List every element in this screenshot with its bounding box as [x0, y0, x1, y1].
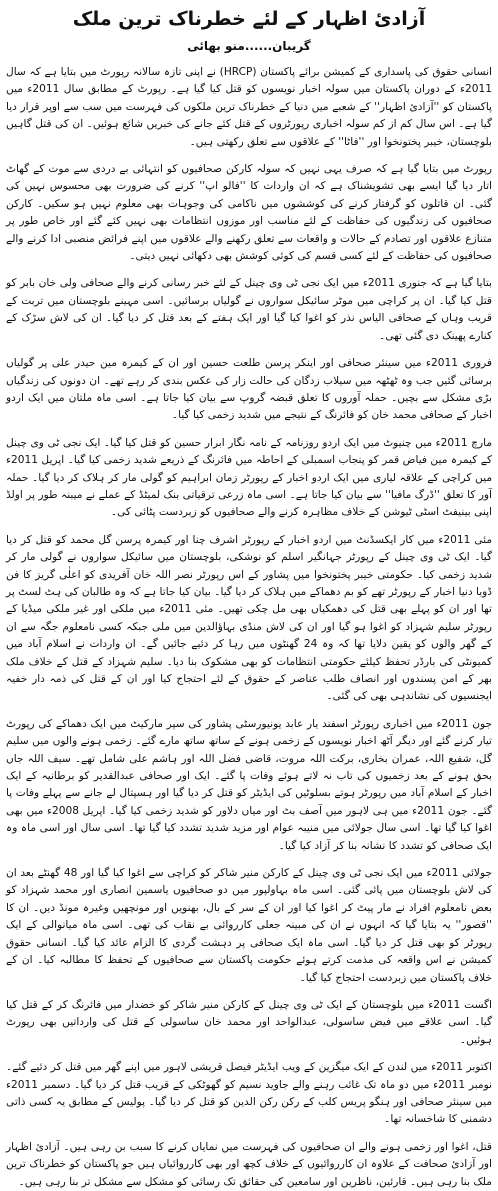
paragraph-7: جون 2011ء میں اخباری رپورٹر اسفند یار عابد یونیورسٹی پشاور کی سپر مارکیٹ میں ایک دھماکے کی رپورٹ تیار کرنے گئے اور دیگر آٹھ اخبار نویسوں کے زخمی ہونے کے ساتھ ساتھ مارے گئے۔ زخمی ہونے والوں میں سلیم گل، شفیع اللہ، عمران بخاری، برکت اللہ مروت، قاضی فضل اللہ اور ہاشم علی شامل تھے۔ سیف اللہ جاں بحق ہونے کے بعد زخمیوں کی تاب نہ لاتے ہوئے وفات پا گئے۔ ایک اور صحافی عبدالقدیر کو برطانیہ کے ایک اخبار کے اسلام آباد میں رپورٹر ہوتے بسلوٹیں کی ایڈیٹر کو قتل کر دیا گیا اور ہسپتال لے جانے سے پہلے وفات پا گئے۔ جون 2011ء میں ہی لاہور میں آصف بٹ اور میاں دلاور کو شدید زخمی کیا گیا۔ اپریل 2008ء میں بھی اغوا کیا گیا تھا۔ اسی سال جولائی میں منیبہ عوام اور مزید شدید تشدد کیا گیا تھا۔ اسی سال اور اسی ماہ وہ ایک صحافی کو تشدد کا نشانہ بنا کر آزاد کیا گیا۔	[6, 717, 493, 852]
paragraph-3: بتایا گیا ہے کہ جنوری 2011ء میں ایک نجی ٹی وی چینل کے لئے خبر رسانی کرنے والے صحافی ولی خان بابر کو قتل کیا گیا۔ ان پر کراچی میں موٹر سائیکل سواروں نے گولیاں برسائیں۔ اسی مہینے بلوچستان میں تربت کے قریب وہاں کے صحافی الیاس نذر کو اغوا کیا گیا اور ایک ہفتے کے بعد قتل کر دیا گیا۔ ان کی لاش سڑک کے کنارے پھینک دی گئی تھی۔	[6, 277, 492, 342]
paragraph-8: جولائی 2011ء میں ایک نجی ٹی وی چینل کے کارکن منیر شاکر کو کراچی سے اغوا کیا گیا اور 48 گھنٹے بعد ان کی لاش بلوچستان میں پائی گئی۔ اسی ماہ بہاولپور میں دو صحافیوں یاسمین انصاری اور محمد شہزاد کو بعض نامعلوم افراد نے مار پیٹ کر اغوا کیا اور ان کے سر کے بال، بھنویں اور مونچھیں وغیرہ مونڈ دیں۔ ان کا ''قصور'' یہ بتایا گیا کہ انہوں نے ان کی مبینہ جعلی کارروائی بے نقاب کی تھی۔ اسی ماہ میانوالی کے ایک رپورٹر کو بھی قتل کر دیا گیا۔ اسی ماہ ایک صحافی پر دہشت گردی کا الزام عائد کیا گیا۔ انسانی حقوق کمیشن نے اس واقعہ کی مذمت کرتے ہوئے حکومت پاکستان سے صحافیوں کے تحفظ کا مطالبہ کیا۔ ان کے خلاف پاکستان میں زبردست احتجاج کیا گیا۔	[6, 867, 492, 984]
paragraph-5: مارچ 2011ء میں چنیوٹ میں ایک اردو روزنامہ کے نامہ نگار ابرار حسین کو قتل کیا گیا۔ ایک نجی ٹی وی چینل کے کیمرہ مین فیاض قمر کو پنجاب اسمبلی کے احاطہ میں فائرنگ کے ذریعے شدید زخمی کیا گیا۔ اپریل 2011ء میں کراچی کے علاقہ لیاری میں ایک اردو اخبار کے رپورٹر زمان ابراہیم کو گولی مار کر ہلاک کر دیا گیا۔ حملہ آور کا تعلق ''ڈرگ مافیا'' سے بیان کیا جاتا ہے۔ اسی ماہ زرعی ترقیاتی بنک لمیٹڈ کے عملے نے میبنہ طور پر اولڈ اپنی بینیفٹ اسٹی ٹیوشن کے خلاف مظاہرہ کرنے والے صحافیوں کو زبردست پٹائی کی۔	[6, 436, 492, 519]
article-byline: گریبان......منو بھائی	[187, 39, 311, 53]
paragraph-10: اکتوبر 2011ء میں لندن کے ایک میگزین کے ویب ایڈیٹر فیصل قریشی لاہور میں اپنے گھر میں قتل کر دئیے گئے۔ نومبر 2011ء میں دو ماہ تک غائب رہنے والے جاوید نسیم کو گھوٹکی کے قریب قتل کر دیا گیا۔ دسمبر 2011ء میں سینئر صحافی اور ہنگو پریس کلب کے رکن رکن الدین کو قتل کر دیا گیا۔ پولیس کے مطابق یہ کسی ذاتی دشمنی کا شاخسانہ تھا۔	[6, 1061, 492, 1126]
paragraph-2: رپورٹ میں بتایا گیا ہے کہ صرف یہی نہیں کہ سولہ کارکن صحافیوں کو انتہائی بے دردی سے موت کے گھاٹ اتار دیا گیا ایسے بھی تشویشناک ہے کہ ان واردات کا ''فالو اپ'' کرنے کی ضرورت بھی محسوس نہیں کی گئی۔ ان قاتلوں کو گرفتار کرنے کی کوششوں میں ناکامی کی وجوہات بھی معلوم نہیں ہو سکیں۔ کارکن صحافیوں کی زندگیوں کی حفاظت کے لئے مناسب اور موزوں انتظامات بھی نہیں کئے گئے اور خاص طور پر متنازع علاقوں اور تصادم کے حالات و واقعات سے تعلق رکھنے والے علاقوں میں اپنے فرائض منصبی ادا کرنے والے صحافیوں کی حفاظت کے لئے کسی قسم کی کوئی کوشش بھی دکھائی نہیں دیتی۔	[6, 163, 492, 263]
article-body	[6, 64, 492, 1191]
paragraph-1: انسانی حقوق کی پاسداری کے کمیشن برائے پاکستان (HRCP) نے اپنی تازہ سالانہ رپورٹ میں بتایا ہے کہ سال 2011ء کے دوران پاکستان میں سولہ اخبار نویسوں کو قتل کیا گیا ہے۔ رپورٹ کے مطابق سال 2011ء میں پاکستان کو ''آزادیٔ اظہار'' کے شعبے میں دنیا کے خطرناک ترین ملکوں کی فہرست میں سب سے اوپر قرار دیا گیا ہے۔ اس سال کم از کم سولہ اخباری رپورٹروں کے قتل کئے جانے کی خبریں شائع ہوئیں۔ ان کی قتل گاہیں بلوچستان، خیبر پختونخوا اور ''فاٹا'' کے علاقوں سے تعلق رکھتی ہیں۔	[6, 66, 492, 148]
paragraph-6: مئی 2011ء میں کار ایکسڈنٹ میں اردو اخبار کے رپورٹر اشرف چنا اور کیمرہ پرسن گل محمد کو قتل کر دیا گیا۔ ایک ٹی وی چینل کے رپورٹر جہانگیر اسلم کو نوشکی، بلوچستان میں سائیکل سواروں نے گولی مار کر شدید زخمی کیا۔ حکومتی خیبر پختونخوا میں پشاور کے اس رپورٹر نصر اللہ خان آفریدی کو اعلٰی گریز کا فن ڈوبا دنیا اخبار کے رپورٹر تھے کو بم دھماکے میں ہلاک کر دیا گیا۔ بیان کیا جاتا ہے کہ وہ طالبان کی ہٹ لسٹ پر تھا اور ان کو پہلے بھی قتل کی دھمکیاں بھی مل چکی تھیں۔ مئی 2011ء میں ملکی اور غیر ملکی میڈیا کے رپورٹر سلیم شہزاد کو اغوا ہو گیا اور ان کی لاش منڈی بہاؤالدین میں ملی جبکہ کسی نامعلوم جگہ سے ان کے گھر والوں کو یقین دلایا تھا کہ وہ 24 گھنٹوں میں رہا کر دئیے جائیں گے۔ ان واردات نے اسلام آباد میں کمیونٹی کی بارڈر تحفظ کیلئے حکومتی انتظامات کو بھی مشکوک بنا دیا۔ سلیم شہزاد کے قتل کے خلاف ملک بھر کے امن پسندوں اور انصاف طلب عناصر کے حقوق کے لئے احتجاج کیا اور ان کے قتل کی ذمہ دار خفیہ ایجنسیوں کی نشاندہی بھی کی گئی۔	[6, 533, 492, 703]
paragraph-11: قتل، اغوا اور زخمی ہونے والے ان صحافیوں کی فہرست میں نمایاں کرنے کا سبب بن رہی ہیں۔ آزادیٔ اظہار اور آزادیٔ صحافت کے علاوہ ان کارروائیوں کے خلاف کچھ اور بھی کارروائیاں ہیں جو پاکستان کو خطرناک ترین ملک بنا رہی ہیں۔ قارئین، ناظرین اور سامعین کی حقائق تک رسائی کو مشکل سے مشکل تر بنا رہی ہیں۔	[6, 1140, 492, 1188]
paragraph-9: اگست 2011ء میں بلوچستان کے ایک ٹی وی چینل کے کارکن منیر شاکر کو خضدار میں فائرنگ کر کے قتل کیا گیا۔ اسی علاقے میں فیض ساسولی، عبدالواحد اور محمد خان ساسولی کے قتل کی وارداتیں بھی رپورٹ ہوئیں۔	[6, 998, 493, 1046]
paragraph-4: فروری 2011ء میں سینئر صحافی اور اینکر پرسن طلعت حسین اور ان کے کیمرہ مین حیدر علی پر گولیاں برسائی گئیں جب وہ ٹھٹھہ میں سیلاب زدگان کی حالت زار کی عکس بندی کر رہے تھے۔ ان دونوں کی زندگیاں بڑی مشکل سے بچیں۔ حملہ آوروں کا تعلق قبضہ گروپ سے بیان کیا جاتا ہے۔ اسی ماہ ملتان میں ایک اردو اخبار کے صحافی محمد خان کو فائرنگ کے نتیجے میں شدید زخمی کیا گیا۔	[6, 357, 492, 422]
article-title: آزادیٔ اظہار کے لئے خطرناک ترین ملک	[72, 8, 426, 30]
